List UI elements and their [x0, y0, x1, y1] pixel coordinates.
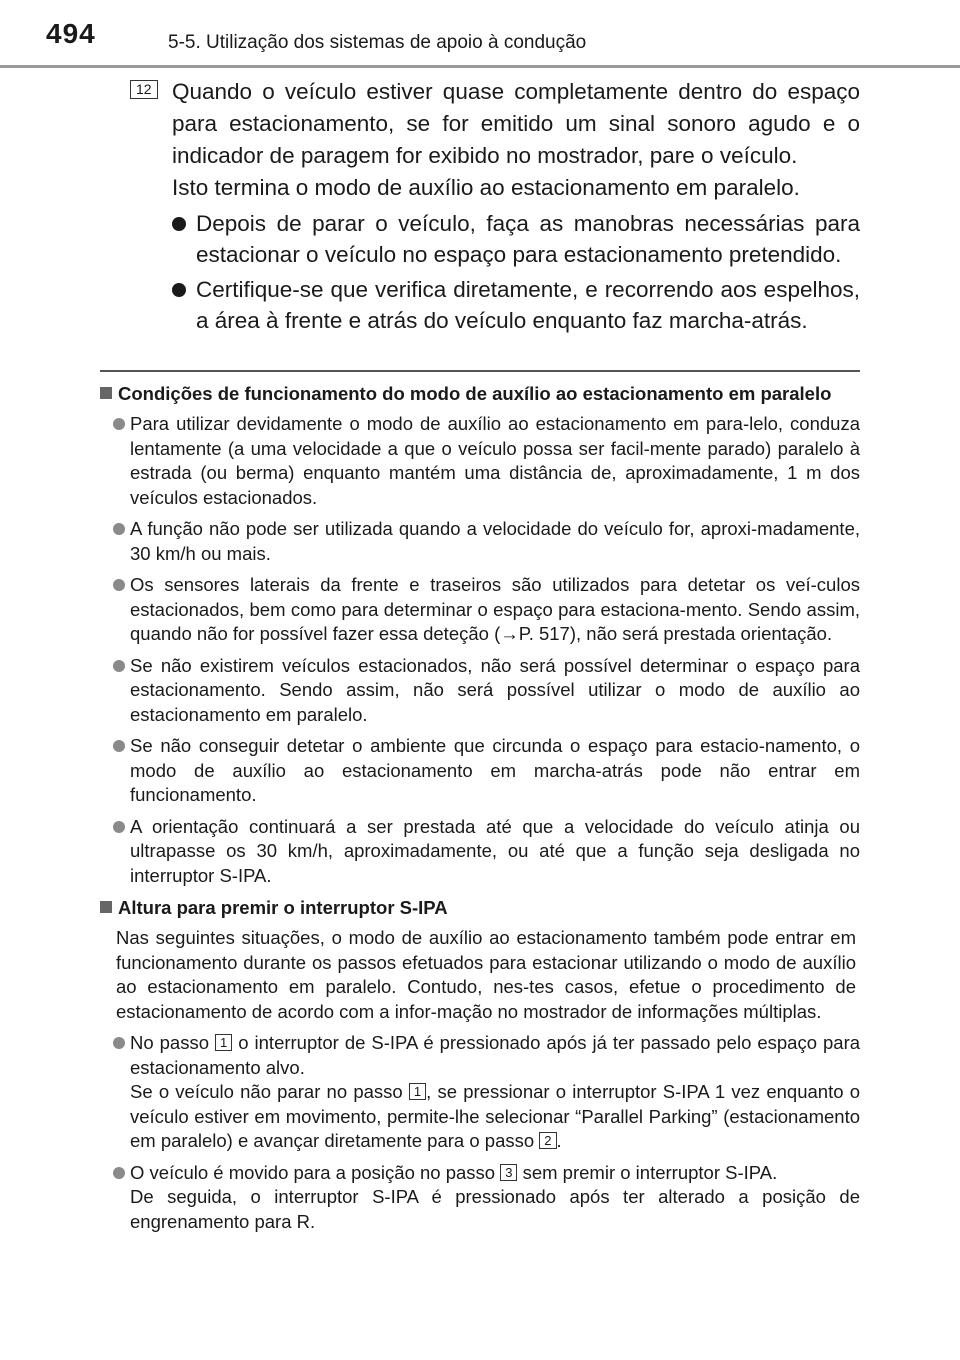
list-item-text: A função não pode ser utilizada quando a velocidade do veículo for, aproxi-madamente, 30 km/h ou mais. — [130, 518, 860, 564]
note-heading-text: Condições de funcionamento do modo de auxílio ao estacionamento em paralelo — [118, 383, 832, 404]
bullet-icon — [113, 660, 125, 672]
step-ref-badge: 1 — [409, 1083, 426, 1100]
note-paragraph: Nas seguintes situações, o modo de auxílio ao estacionamento também pode entrar em funcionamento durante os passos efetuados para estacionar utilizando o modo de auxílio ao estacionamento em paralelo. Contudo, nes-tes casos, efetue o procedimento de estacionamento de acordo com a infor-mação no mostrador de informações múltiplas. — [116, 927, 856, 1022]
bullet-icon — [113, 579, 125, 591]
bullet-icon — [113, 1037, 125, 1049]
text-run: Se o veículo não parar no passo — [130, 1081, 403, 1102]
step-ref-badge: 1 — [215, 1034, 232, 1051]
square-bullet-icon — [100, 901, 112, 913]
note-heading-text: Altura para premir o interruptor S-IPA — [118, 897, 448, 918]
page-header — [0, 0, 960, 62]
list-item — [100, 654, 860, 728]
step-12 — [130, 76, 860, 340]
step-number-badge: 12 — [130, 80, 158, 99]
step-text-2: Isto termina o modo de auxílio ao estacionamento em paralelo. — [172, 175, 800, 200]
step-ref-badge: 2 — [539, 1132, 556, 1149]
list-item — [100, 517, 860, 566]
list-item-text: Se não conseguir detetar o ambiente que circunda o espaço para estacio-namento, o modo de auxílio ao estacionamento em marcha-atrás pode não entrar em funcionamento. — [130, 735, 860, 805]
text-line — [130, 1080, 860, 1154]
step-bullet — [172, 274, 860, 336]
step-bullet-text: Depois de parar o veículo, faça as manobras necessárias para estacionar o veículo no espaço para estacionamento pretendido. — [196, 211, 860, 267]
notes-section — [100, 381, 860, 1241]
list-item-text: Se não existirem veículos estacionados, não será possível determinar o espaço para estacionamento. Sendo assim, não será possível utilizar o modo de auxílio ao estacionamento em paralelo. — [130, 654, 860, 725]
section-divider — [100, 370, 860, 372]
bullet-icon — [172, 217, 186, 231]
step-ref-badge: 3 — [500, 1164, 517, 1181]
list-item — [100, 573, 860, 647]
list-item-text: Os sensores laterais da frente e traseiros são utilizados para detetar os veí-culos estacionados, bem como para determinar o espaço para estaciona-mento. Sendo assim, quando não for possível fazer essa deteção (→P. 517), não será prestada orientação. — [130, 574, 860, 644]
list-item — [100, 412, 860, 510]
step-text-1: Quando o veículo estiver quase completamente dentro do espaço para estacionamento, se for emitido um sinal sonoro agudo e o indicador de paragem for exibido no mostrador, pare o veículo. — [172, 79, 860, 168]
bullet-icon — [113, 523, 125, 535]
note-heading-conditions — [100, 381, 860, 406]
bullet-icon — [113, 1167, 125, 1179]
list-item-text: A orientação continuará a ser prestada até que a velocidade do veículo atinja ou ultrapasse os 30 km/h, aproximadamente, ou até que a função seja desligada no interruptor S-IPA. — [130, 815, 860, 886]
sipa-list — [100, 1031, 860, 1234]
page-number: 494 — [46, 18, 96, 49]
text-run: No passo — [130, 1032, 210, 1053]
section-title: 5-5. Utilização dos sistemas de apoio à condução — [168, 32, 587, 53]
bullet-icon — [113, 418, 125, 430]
text-run: O veículo é movido para a posição no passo — [130, 1161, 496, 1183]
list-item — [100, 734, 860, 808]
text-line: De seguida, o interruptor S-IPA é pressionado após ter alterado a posição de engrenamento para R. — [130, 1186, 860, 1232]
list-item — [100, 1161, 860, 1235]
text-run: o interruptor de S-IPA é pressionado após já ter passado pelo espaço para estacionamento alvo. — [130, 1032, 861, 1078]
list-item-text — [130, 1162, 860, 1235]
bullet-icon — [172, 283, 186, 297]
note-heading-sipa — [100, 895, 860, 920]
step-bullet-text: Certifique-se que verifica diretamente, e recorrendo aos espelhos, a área à frente e atrás do veículo enquanto faz marcha-atrás. — [196, 277, 860, 333]
step-bullet-list — [172, 208, 860, 336]
square-bullet-icon — [100, 387, 112, 399]
text-run: , se pressionar o interruptor S-IPA 1 vez enquanto o veículo estiver em movimento, permite-lhe selecionar “Parallel Parking” (estacionamento em paralelo) e avançar diretamente para o passo — [130, 1081, 861, 1151]
bullet-icon — [113, 821, 125, 833]
step-instruction — [172, 76, 860, 204]
list-item — [100, 815, 860, 889]
conditions-list — [100, 412, 860, 888]
step-bullet — [172, 208, 860, 270]
text-run: . — [556, 1130, 562, 1151]
list-item — [100, 1031, 860, 1154]
text-run: sem premir o interruptor S-IPA. — [522, 1161, 778, 1183]
header-rule — [0, 65, 960, 68]
list-item-text — [130, 1032, 860, 1154]
bullet-icon — [113, 740, 125, 752]
list-item-text: Para utilizar devidamente o modo de auxílio ao estacionamento em para-lelo, conduza lentamente (a uma velocidade a que o veículo possa ser facil-mente parado) paralelo à estrada (ou berma) enquanto mantém uma distância de, aproximadamente, 1 m dos veículos estacionados. — [130, 413, 860, 508]
